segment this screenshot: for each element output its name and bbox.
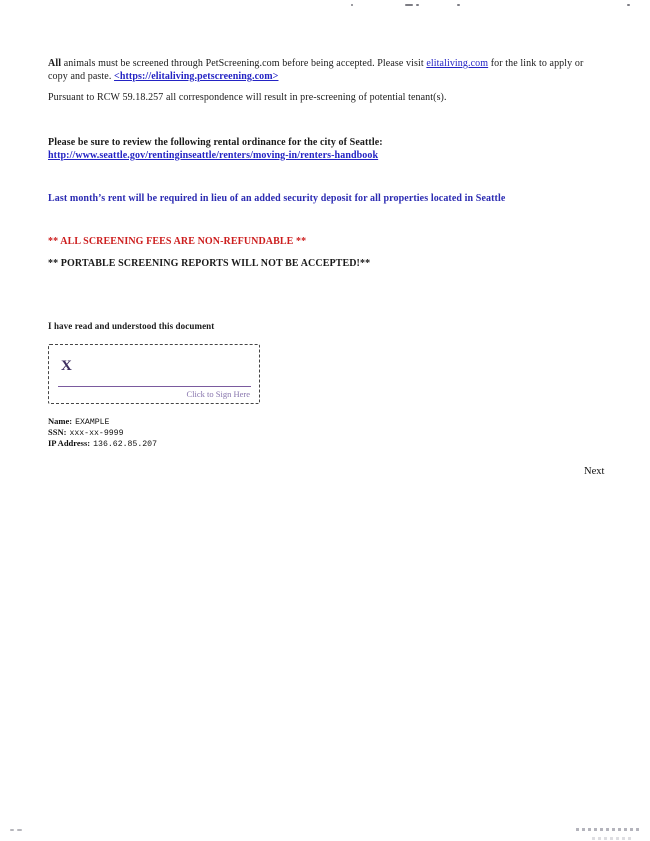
signer-info-block: [48, 417, 157, 449]
text-run: animals must be screened through PetScreening.com before being accepted. Please visit: [61, 58, 427, 69]
scan-artifact: [416, 4, 419, 6]
text-run: Please be sure to review the following rental ordinance for the city of Seattle:: [48, 137, 383, 148]
scan-artifact: [17, 829, 22, 831]
signature-line: [58, 386, 251, 387]
paragraph-seattle-ordinance: [48, 137, 595, 162]
paragraph-screening-fees-warning: ** ALL SCREENING FEES ARE NON-REFUNDABLE **: [48, 236, 307, 247]
paragraph-rcw-notice: Pursuant to RCW 59.18.257 all correspondence will result in pre-screening of potential tenant(s).: [48, 92, 447, 103]
signer-name-value: EXAMPLE: [75, 418, 110, 427]
scan-artifact: [405, 4, 413, 6]
paragraph-last-month-rent-notice: Last month’s rent will be required in lieu of an added security deposit for all properties located in Seattle: [48, 193, 506, 204]
scan-artifact: [576, 828, 640, 831]
signer-ip-label: IP Address:: [48, 437, 91, 448]
paragraph-portable-reports-warning: ** PORTABLE SCREENING REPORTS WILL NOT BE ACCEPTED!**: [48, 258, 371, 269]
signature-field[interactable]: [48, 344, 260, 404]
scan-artifact: [10, 829, 14, 831]
signer-ip-value: 136.62.85.207: [93, 439, 157, 449]
click-to-sign-label[interactable]: Click to Sign Here: [186, 389, 250, 399]
signer-name-label: Name:: [48, 416, 73, 426]
paragraph-pet-screening: [48, 58, 595, 83]
link-petscreening[interactable]: <https://elitaliving.petscreening.com>: [114, 70, 279, 82]
scan-artifact: [592, 837, 632, 840]
signer-ssn-value: xxx-xx-9999: [69, 428, 124, 438]
scan-artifact: [627, 4, 630, 6]
signer-ssn-label: SSN:: [48, 426, 67, 437]
acknowledgement-statement: I have read and understood this document: [48, 321, 215, 331]
emphasis-all: All: [48, 58, 62, 69]
next-button[interactable]: Next: [584, 466, 605, 477]
link-elitaliving[interactable]: elitaliving.com: [426, 58, 489, 69]
link-seattle-renters-handbook[interactable]: http://www.seattle.gov/rentinginseattle/renters/moving-in/renters-handbook: [48, 149, 379, 161]
scan-artifact: [457, 4, 460, 6]
scan-artifact: [351, 4, 353, 6]
text-run: for the link to apply or copy and paste.: [48, 58, 584, 82]
signer-ip-row: [48, 439, 157, 450]
signature-x-mark: X: [61, 358, 72, 374]
